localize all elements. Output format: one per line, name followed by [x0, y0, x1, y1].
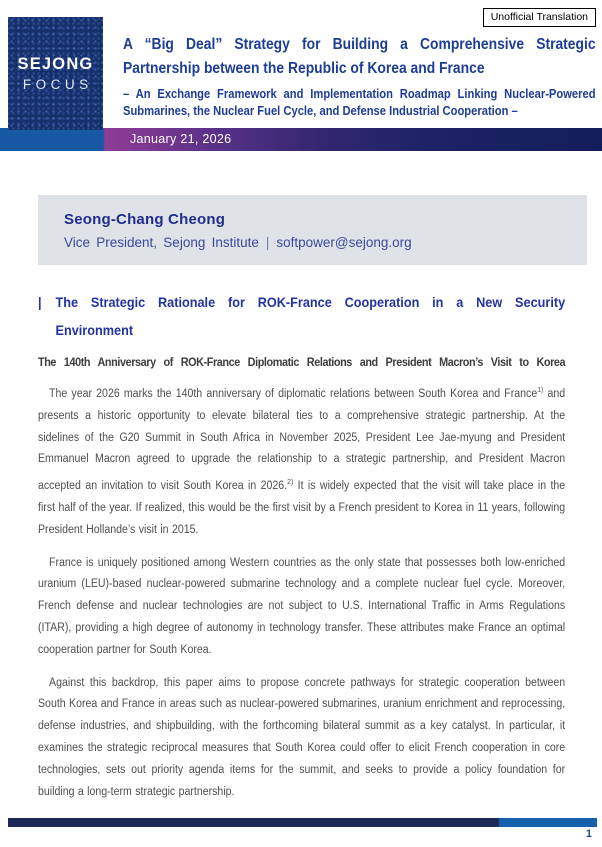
paragraph-1-text: and presents a historic opportunity to elevate bilateral ties to a comprehensive strategic partnership. At the sidelines of the G20 Summit in South Africa in November 2025, President Lee Jae-myung and President Emmanuel Macron agreed to upgrade the relationship to a strategic partnership, and President Macron accepted an invitation to visit South Korea in 2026. — [38, 388, 566, 493]
logo-series-name: FOCUS — [22, 77, 93, 92]
unofficial-translation-badge: Unofficial Translation — [483, 8, 596, 27]
document-subtitle-line-2: Submarines, the Nuclear Fuel Cycle, and Defense Industrial Cooperation – — [123, 104, 518, 118]
publication-date: January 21, 2026 — [130, 132, 232, 146]
article-body — [38, 289, 565, 803]
paragraph-1-text: It is widely expected that the visit will take place in the first half of the year. If realized, this would be the first visit by a French president to Korea in 11 years, following President Hollande’s visit in 2015. — [38, 480, 566, 536]
date-band — [0, 128, 602, 151]
document-title-line-1: A “Big Deal” Strategy for Building a Comprehensive Strategic — [123, 36, 596, 53]
logo-brand-name: SEJONG — [17, 55, 94, 73]
footnote-ref-1: 1) — [537, 385, 544, 394]
document-title-line-2: Partnership between the Republic of Korea and France — [123, 60, 485, 77]
sejong-focus-logo — [8, 17, 103, 130]
author-card — [38, 195, 587, 265]
author-role-line — [64, 235, 587, 250]
paragraph-2: France is uniquely positioned among Western countries as the only state that possesses both low-enriched uranium (LEU)-based nuclear-powered submarine technology and a complete nuclear fuel cycle. Moreover, French defense and nuclear technologies are not subject to U.S. International Traffic in Arms Regulations (ITAR), providing a high degree of autonomy in technology transfer. These attributes make France an optimal cooperation partner for South Korea. — [38, 556, 566, 656]
section-heading — [38, 289, 565, 345]
paragraph-1 — [38, 379, 565, 542]
masthead — [123, 33, 596, 120]
section-heading-line-2: Environment — [55, 323, 134, 338]
footnote-ref-2: 2) — [287, 477, 294, 487]
document-subtitle — [123, 86, 596, 120]
article-subheading: The 140th Anniversary of ROK-France Diplomatic Relations and President Macron’s Visit to Korea — [38, 355, 566, 369]
paragraph-1-text: The year 2026 marks the 140th anniversary of diplomatic relations between South Korea and France — [49, 388, 538, 400]
paragraph-3: Against this backdrop, this paper aims to propose concrete pathways for strategic cooperation between South Korea and France in areas such as nuclear-powered submarines, uranium enrichment and reprocessing, defense industries, and shipbuilding, with the forthcoming bilateral summit as a key catalyst. In particular, it examines the strategic reciprocal measures that South Korea could offer to elicit French cooperation in core technologies, sets out priority agenda items for the summit, and seeks to provide a policy foundation for building a long-term strategic partnership. — [38, 676, 566, 798]
page-number: 1 — [585, 828, 592, 840]
author-email: softpower@sejong.org — [276, 234, 412, 250]
document-subtitle-line-1: – An Exchange Framework and Implementation Roadmap Linking Nuclear-Powered — [123, 87, 596, 101]
divider: | — [265, 234, 270, 250]
author-affiliation: Vice President, Sejong Institute — [64, 234, 259, 250]
section-heading-line-1: The Strategic Rationale for ROK-France Cooperation in a New Security — [55, 295, 566, 310]
section-heading-text — [55, 289, 565, 345]
author-name: Seong-Chang Cheong — [64, 210, 226, 228]
footer-rule — [8, 818, 597, 827]
section-heading-marker: | — [38, 295, 42, 310]
document-title — [123, 33, 596, 81]
